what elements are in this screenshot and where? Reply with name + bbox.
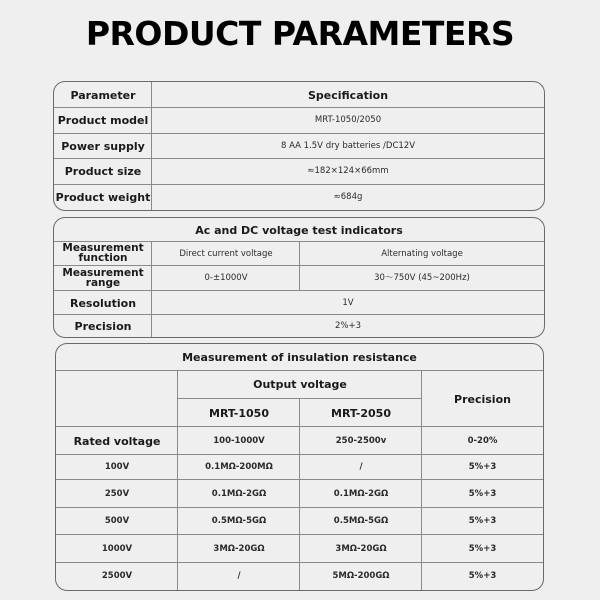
table-row-mrt-2050: 3MΩ-20GΩ <box>335 543 387 554</box>
table-row-precision: 5%+3 <box>468 543 497 554</box>
table-row-precision: 5%+3 <box>468 571 497 582</box>
rated-voltage-precision: 0-20% <box>467 435 498 446</box>
ac-voltage-header: Alternating voltage <box>381 248 463 259</box>
precision-header: Precision <box>454 392 511 406</box>
table-row-precision: 5%+3 <box>468 516 497 527</box>
table-row-voltage: 500V <box>104 516 130 527</box>
row-label-measurement-function: Measurement function <box>62 242 144 264</box>
row-label-measurement-range: Measurement range <box>62 266 144 289</box>
insulation-resistance-table <box>55 343 544 591</box>
table-row-voltage: 1000V <box>101 543 133 554</box>
table-row-mrt-1050: 3MΩ-20GΩ <box>213 543 265 554</box>
ac-range-value: 30～750V (45~200Hz) <box>374 273 470 284</box>
rated-voltage-mrt-2050: 250-2500v <box>335 435 387 446</box>
header-specification: Specification <box>307 88 389 102</box>
row-label-resolution: Resolution <box>69 296 137 310</box>
rated-voltage-label: Rated voltage <box>73 434 161 448</box>
table-row-mrt-1050: / <box>237 571 241 582</box>
table-row-mrt-1050: 0.5MΩ-5GΩ <box>211 516 267 527</box>
table-row-mrt-1050: 0.1MΩ-200MΩ <box>205 462 273 473</box>
rated-voltage-mrt-1050: 100-1000V <box>213 435 265 446</box>
row-label-product-size: Product size <box>64 165 142 178</box>
table-row-voltage: 250V <box>104 488 130 499</box>
row-label-precision: Precision <box>74 320 132 333</box>
model-header-mrt-2050: MRT-2050 <box>331 406 391 420</box>
insulation-table-title: Measurement of insulation resistance <box>182 351 417 364</box>
model-header-mrt-1050: MRT-1050 <box>209 406 269 420</box>
table-row-precision: 5%+3 <box>468 488 497 499</box>
table-row-mrt-2050: 5MΩ-200GΩ <box>332 571 390 582</box>
table-row-mrt-1050: 0.1MΩ-2GΩ <box>211 488 267 499</box>
table-row-voltage: 100V <box>104 462 130 473</box>
general-parameters-table <box>53 81 545 211</box>
row-label-product-weight: Product weight <box>55 190 151 204</box>
header-parameter: Parameter <box>70 88 136 102</box>
table-row-mrt-2050: / <box>359 462 363 473</box>
row-value-product-model: MRT-1050/2050 <box>314 115 382 126</box>
page-title: PRODUCT PARAMETERS <box>85 14 515 53</box>
table-row-mrt-2050: 0.1MΩ-2GΩ <box>333 488 389 499</box>
voltage-table-title: Ac and DC voltage test indicators <box>195 223 403 237</box>
table-row-voltage: 2500V <box>101 571 133 582</box>
row-label-power-supply: Power supply <box>61 139 145 153</box>
voltage-test-table <box>53 217 545 338</box>
precision-value: 2%+3 <box>334 321 361 332</box>
output-voltage-header: Output voltage <box>253 378 347 391</box>
row-label-product-model: Product model <box>57 114 149 127</box>
table-row-mrt-2050: 0.5MΩ-5GΩ <box>333 516 389 527</box>
dc-voltage-header: Direct current voltage <box>179 248 273 259</box>
resolution-value: 1V <box>342 297 354 308</box>
row-value-product-weight: ≈684g <box>333 191 363 202</box>
table-row-precision: 5%+3 <box>468 462 497 473</box>
dc-range-value: 0-±1000V <box>204 273 248 284</box>
row-value-power-supply: 8 AA 1.5V dry batteries /DC12V <box>280 140 416 151</box>
row-value-product-size: ≈182×124×66mm <box>307 166 389 177</box>
